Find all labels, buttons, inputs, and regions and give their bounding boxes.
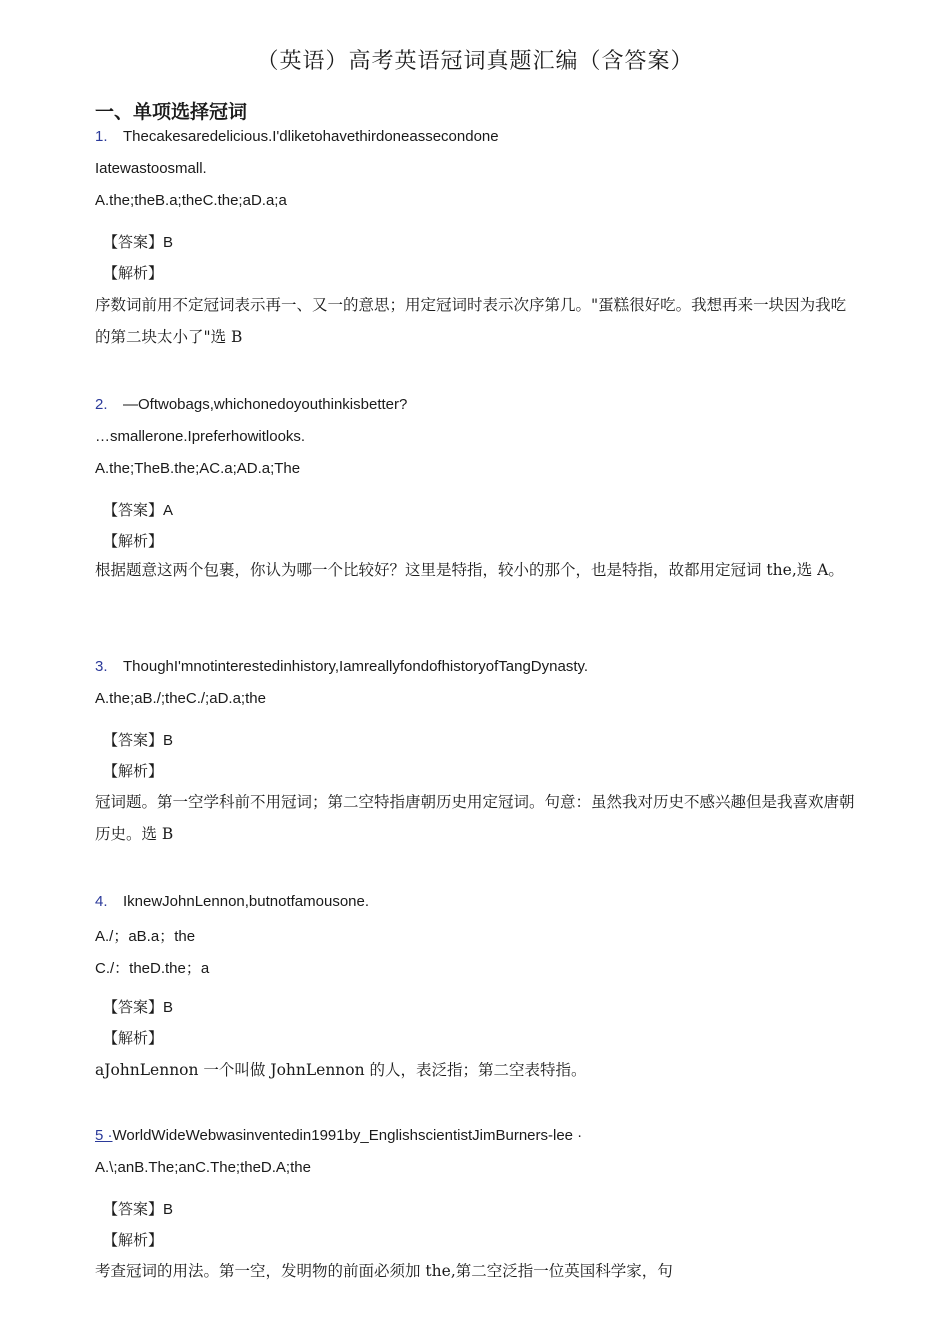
question-4-line-1: 4. IknewJohnLennon,butnotfamousone. xyxy=(95,893,370,910)
question-3-answer: 【答案】B xyxy=(103,731,174,749)
question-1-analysis-label: 【解析】 xyxy=(103,264,164,282)
question-2-analysis: 根据题意这两个包裹，你认为哪一个比较好？这里是特指，较小的那个，也是特指，故都用定冠词 the,选 A。 xyxy=(95,561,844,579)
question-2-number: 2. xyxy=(95,396,108,413)
question-4-number: 4. xyxy=(95,893,108,910)
question-2-analysis-label: 【解析】 xyxy=(103,532,164,550)
question-4-options-1: A./；aB.a；the xyxy=(95,928,196,945)
question-5-number: 5 · xyxy=(95,1127,113,1144)
question-3-number: 3. xyxy=(95,658,108,675)
question-1-options: A.the;theB.a;theC.the;aD.a;a xyxy=(95,192,287,209)
section-heading: 一、单项选择冠词 xyxy=(95,101,248,123)
question-3-options: A.the;aB./;theC./;aD.a;the xyxy=(95,690,266,707)
question-3-line-1: 3. ThoughI'mnotinterestedinhistory,IamreallyfondofhistoryofTangDynasty. xyxy=(95,658,589,675)
question-4-options-2: C./：theD.the；a xyxy=(95,960,210,977)
question-5-analysis: 考查冠词的用法。第一空，发明物的前面必须加 the,第二空泛指一位英国科学家，句 xyxy=(95,1262,673,1280)
question-5-line-1: 5 ·WorldWideWebwasinventedin1991by_EnglishscientistJimBurners-lee · xyxy=(95,1127,583,1144)
question-4-analysis: aJohnLennon 一个叫做 JohnLennon 的人，表泛指；第二空表特指。 xyxy=(95,1061,587,1079)
question-3-analysis: 冠词题。第一空学科前不用冠词；第二空特指唐朝历史用定冠词。句意：虽然我对历史不感兴趣但是我喜欢唐朝历史。选 B xyxy=(95,793,855,843)
question-5-options: A.\;anB.The;anC.The;theD.A;the xyxy=(95,1159,311,1176)
question-2-line-2: …smallerone.Ipreferhowitlooks. xyxy=(95,428,306,445)
question-5-answer: 【答案】B xyxy=(103,1200,174,1218)
question-1-analysis: 序数词前用不定冠词表示再一、又一的意思；用定冠词时表示次序第几。"蛋糕很好吃。我想再来一块因为我吃的第二块太小了"选 B xyxy=(95,296,847,346)
question-3-analysis-label: 【解析】 xyxy=(103,762,164,780)
question-1-answer: 【答案】B xyxy=(103,233,174,251)
question-1-line-2: Iatewastoosmall. xyxy=(95,160,207,177)
question-2-options: A.the;TheB.the;AC.a;AD.a;The xyxy=(95,460,301,477)
question-4-analysis-label: 【解析】 xyxy=(103,1029,164,1047)
question-2-answer: 【答案】A xyxy=(103,501,174,519)
question-1-line-1: 1. Thecakesaredelicious.I'dliketohavethirdoneassecondone xyxy=(95,128,499,145)
question-4-answer: 【答案】B xyxy=(103,998,174,1016)
question-2-line-1: 2. —Oftwobags,whichonedoyouthinkisbetter? xyxy=(95,396,408,413)
question-1-number: 1. xyxy=(95,128,108,145)
question-5-analysis-label: 【解析】 xyxy=(103,1231,164,1249)
document-title: （英语）高考英语冠词真题汇编（含答案） xyxy=(256,49,694,74)
